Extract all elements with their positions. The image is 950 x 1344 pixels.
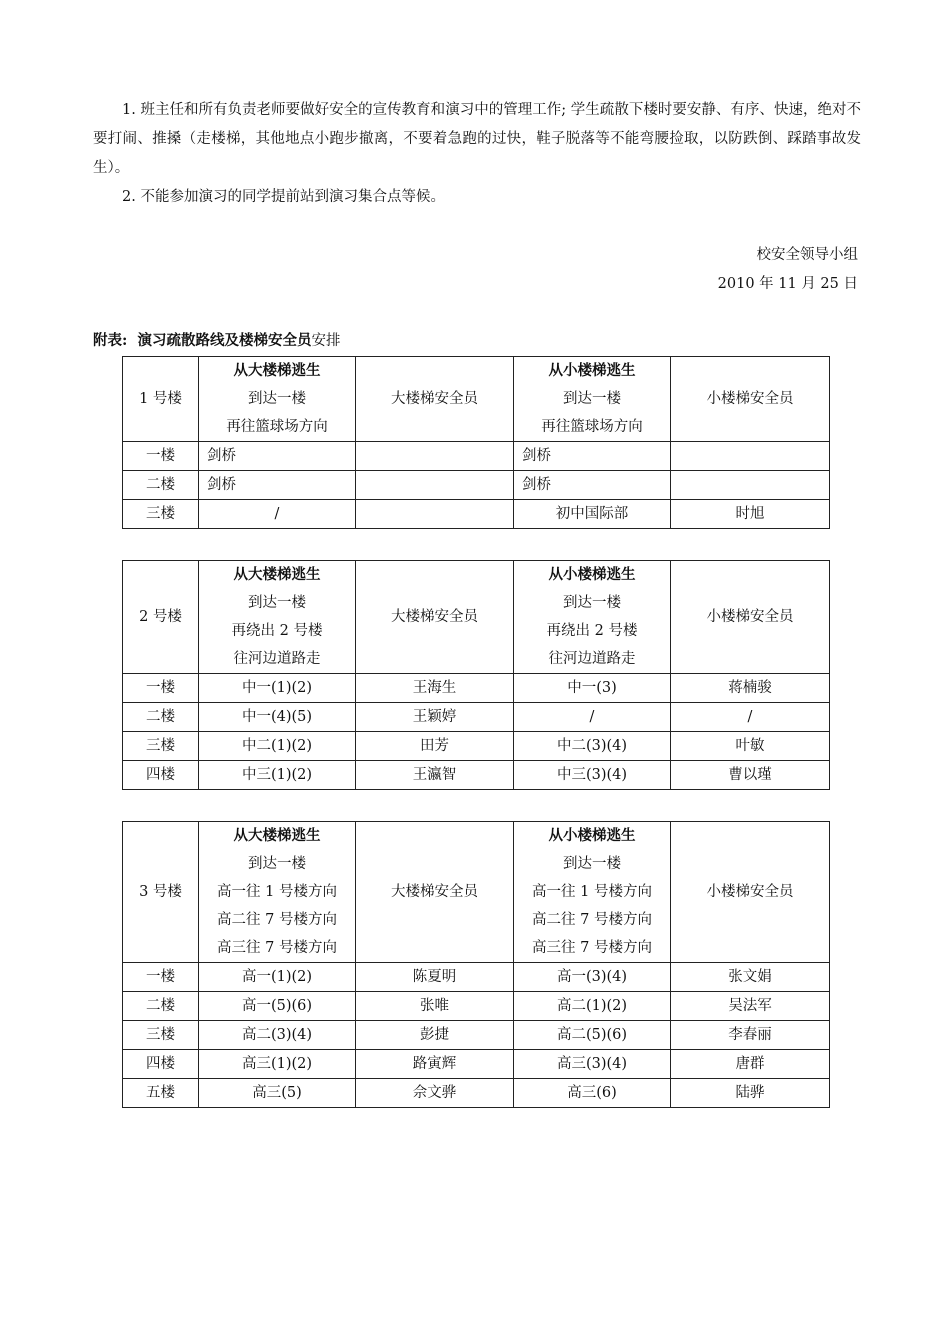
table-row (123, 471, 830, 500)
big-stair-cell: 高三(5) (199, 1079, 356, 1108)
big-stair-cell: 剑桥 (199, 471, 356, 500)
floor-cell: 五楼 (123, 1079, 199, 1108)
signature-date: 2010 年 11 月 25 日 (717, 276, 858, 292)
small-stair-cell: 中三(3)(4) (514, 761, 671, 790)
big-guard-cell: 陈夏明 (356, 963, 514, 992)
floor-cell: 四楼 (123, 1050, 199, 1079)
floor-cell: 二楼 (123, 992, 199, 1021)
small-guard-cell: 陆骅 (671, 1079, 830, 1108)
big-stair-header: 从大楼梯逃生 到达一楼 再绕出 2 号楼 往河边道路走 (199, 561, 356, 674)
big-guard-cell: 张唯 (356, 992, 514, 1021)
small-stair-cell: 高二(5)(6) (514, 1021, 671, 1050)
small-stair-cell: 剑桥 (514, 471, 671, 500)
big-guard-cell: 王海生 (356, 674, 514, 703)
big-stair-cell: 中一(4)(5) (199, 703, 356, 732)
note-item-1: 1. 班主任和所有负责老师要做好安全的宣传教育和演习中的管理工作; 学生疏散下楼时要安静、有序、快速，绝对不要打闹、推搡（走楼梯，其他地点小跑步撤离，不要着急跑的过快，鞋子脱落等不能弯腰捡取，以防跌倒、踩踏事故发生）。 (93, 102, 861, 176)
big-stair-guard-header: 大楼梯安全员 (356, 357, 514, 442)
small-stair-guard-header: 小楼梯安全员 (671, 357, 830, 442)
table-row (123, 1050, 830, 1079)
signature-org: 校安全领导小组 (756, 247, 858, 263)
evacuation-table-building-3 (122, 821, 830, 1108)
appendix-title-bold: 演习疏散路线及楼梯安全员 (137, 332, 312, 349)
small-stair-cell: 高三(3)(4) (514, 1050, 671, 1079)
big-stair-guard-header: 大楼梯安全员 (356, 822, 514, 963)
small-guard-cell: 唐群 (671, 1050, 830, 1079)
big-guard-cell (356, 471, 514, 500)
table-row (123, 1021, 830, 1050)
floor-cell: 二楼 (123, 703, 199, 732)
floor-cell: 三楼 (123, 732, 199, 761)
big-guard-cell: 彭捷 (356, 1021, 514, 1050)
floor-cell: 一楼 (123, 674, 199, 703)
big-stair-cell: 高二(3)(4) (199, 1021, 356, 1050)
small-stair-cell: 剑桥 (514, 442, 671, 471)
big-guard-cell: 路寅辉 (356, 1050, 514, 1079)
big-guard-cell: 佘文骅 (356, 1079, 514, 1108)
table-row (123, 992, 830, 1021)
big-stair-cell: 高一(1)(2) (199, 963, 356, 992)
appendix-title (93, 328, 340, 354)
small-stair-header: 从小楼梯逃生 到达一楼 高一往 1 号楼方向 高二往 7 号楼方向 高三往 7 号楼方向 (514, 822, 671, 963)
table-row (123, 732, 830, 761)
small-stair-cell: 高二(1)(2) (514, 992, 671, 1021)
big-stair-cell: 中二(1)(2) (199, 732, 356, 761)
evacuation-table-building-2 (122, 560, 830, 790)
table-header-row (123, 357, 830, 442)
small-guard-cell: 吴法军 (671, 992, 830, 1021)
big-guard-cell: 王颖婷 (356, 703, 514, 732)
small-stair-guard-header: 小楼梯安全员 (671, 822, 830, 963)
big-guard-cell: 王瀛智 (356, 761, 514, 790)
building-label: 1 号楼 (123, 357, 199, 442)
floor-cell: 二楼 (123, 471, 199, 500)
table-row (123, 761, 830, 790)
small-guard-cell: 曹以瑾 (671, 761, 830, 790)
small-guard-cell: 李春丽 (671, 1021, 830, 1050)
big-stair-cell: 高三(1)(2) (199, 1050, 356, 1079)
big-guard-cell (356, 442, 514, 471)
table-row (123, 442, 830, 471)
note-item-2: 2. 不能参加演习的同学提前站到演习集合点等候。 (122, 189, 445, 205)
small-stair-cell: / (514, 703, 671, 732)
floor-cell: 一楼 (123, 442, 199, 471)
small-stair-cell: 中二(3)(4) (514, 732, 671, 761)
table-row (123, 703, 830, 732)
small-guard-cell: 蒋楠骏 (671, 674, 830, 703)
big-stair-cell: 中一(1)(2) (199, 674, 356, 703)
small-guard-cell (671, 471, 830, 500)
small-stair-cell: 高一(3)(4) (514, 963, 671, 992)
small-guard-cell: / (671, 703, 830, 732)
big-guard-cell: 田芳 (356, 732, 514, 761)
big-guard-cell (356, 500, 514, 529)
big-stair-cell: 剑桥 (199, 442, 356, 471)
big-stair-header: 从大楼梯逃生 到达一楼 高一往 1 号楼方向 高二往 7 号楼方向 高三往 7 号楼方向 (199, 822, 356, 963)
table-row (123, 500, 830, 529)
big-stair-guard-header: 大楼梯安全员 (356, 561, 514, 674)
evacuation-table-building-1 (122, 356, 830, 529)
table-row (123, 963, 830, 992)
big-stair-header: 从大楼梯逃生 到达一楼 再往篮球场方向 (199, 357, 356, 442)
small-stair-guard-header: 小楼梯安全员 (671, 561, 830, 674)
small-guard-cell: 张文娟 (671, 963, 830, 992)
small-guard-cell (671, 442, 830, 471)
big-stair-cell: 中三(1)(2) (199, 761, 356, 790)
floor-cell: 四楼 (123, 761, 199, 790)
appendix-title-rest: 安排 (311, 333, 341, 349)
floor-cell: 三楼 (123, 500, 199, 529)
small-stair-header: 从小楼梯逃生 到达一楼 再绕出 2 号楼 往河边道路走 (514, 561, 671, 674)
small-stair-cell: 中一(3) (514, 674, 671, 703)
appendix-label: 附表: (93, 332, 128, 349)
small-stair-cell: 高三(6) (514, 1079, 671, 1108)
small-stair-cell: 初中国际部 (514, 500, 671, 529)
table-header-row (123, 561, 830, 674)
big-stair-cell: / (199, 500, 356, 529)
floor-cell: 三楼 (123, 1021, 199, 1050)
floor-cell: 一楼 (123, 963, 199, 992)
table-row (123, 1079, 830, 1108)
big-stair-cell: 高一(5)(6) (199, 992, 356, 1021)
small-stair-header: 从小楼梯逃生 到达一楼 再往篮球场方向 (514, 357, 671, 442)
table-header-row (123, 822, 830, 963)
small-guard-cell: 叶敏 (671, 732, 830, 761)
small-guard-cell: 时旭 (671, 500, 830, 529)
building-label: 3 号楼 (123, 822, 199, 963)
building-label: 2 号楼 (123, 561, 199, 674)
table-row (123, 674, 830, 703)
